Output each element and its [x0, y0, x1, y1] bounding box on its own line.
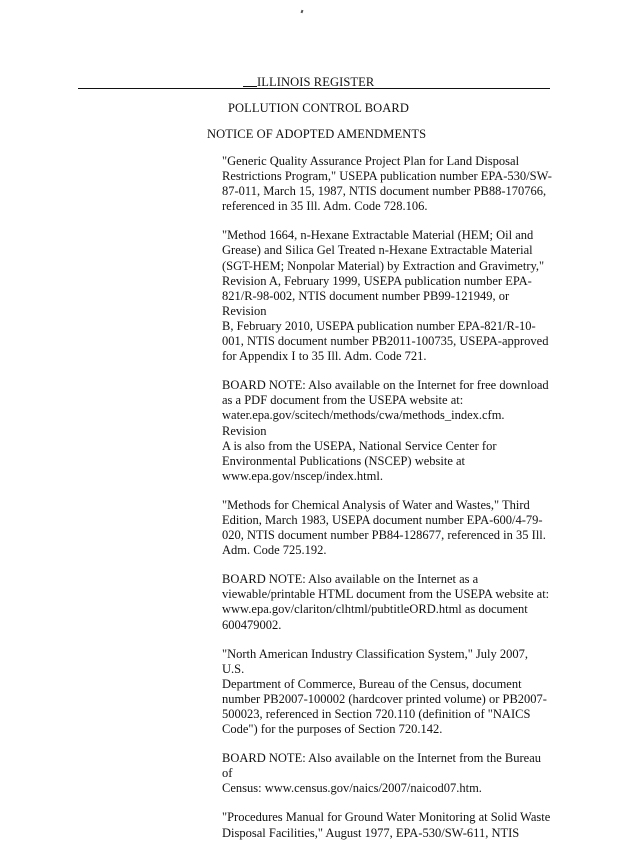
paragraph-board-note-census: BOARD NOTE: Also available on the Internet from the Bureau of Census: www.census.gov/naics/2007/naicod07.htm.	[222, 751, 542, 796]
scan-speck	[301, 10, 304, 14]
register-title-text: ILLINOIS REGISTER	[257, 75, 375, 89]
paragraph-chemical-analysis: "Methods for Chemical Analysis of Water and Wastes," Third Edition, March 1983, USEPA document number EPA-600/4-79- 020, NTIS document number PB84-128677, referenced in 35 Ill. Adm. Code 725.192.	[222, 497, 546, 558]
paragraph-ground-water-manual: "Procedures Manual for Ground Water Monitoring at Solid Waste Disposal Facilities," August 1977, EPA-530/SW-611, NTIS	[222, 810, 551, 840]
paragraph-qapp-reference: "Generic Quality Assurance Project Plan for Land Disposal Restrictions Program," USEPA publication number EPA-530/SW- 87-011, March 15, 1987, NTIS document number PB88-170766, referenced in 35 Ill. Adm. Code 728.106.	[222, 154, 552, 214]
paragraph-board-note-chemical: BOARD NOTE: Also available on the Internet as a viewable/printable HTML document from the USEPA website at: www.epa.gov/clariton/clhtml/pubtitleORD.html as document 600479002.	[222, 572, 550, 632]
header-rule	[78, 88, 550, 89]
title-underline	[243, 86, 257, 87]
document-body	[222, 154, 552, 855]
board-name: POLLUTION CONTROL BOARD	[228, 101, 409, 115]
paragraph-board-note-1664: BOARD NOTE: Also available on the Internet for free download as a PDF document from the USEPA website at: water.epa.gov/scitech/methods/cwa/methods_index.cfm. Revision A is also from the USEPA, National Service Center for Environmental Publications (NSCEP) website at www.epa.gov/nscep/index.html.	[222, 378, 549, 483]
paragraph-naics: "North American Industry Classification System," July 2007, U.S. Department of Commerce, Bureau of the Census, document number PB2007-100002 (hardcover printed volume) or PB2007- 500023, referenced in Section 720.110 (definition of "NAICS Code") for the purposes of Section 720.142.	[222, 646, 547, 737]
paragraph-method-1664: "Method 1664, n-Hexane Extractable Material (HEM; Oil and Grease) and Silica Gel Treated n-Hexane Extractable Material (SGT-HEM; Nonpolar Material) by Extraction and Gravimetry," Revision A, February 1999, USEPA publication number EPA- 821/R-98-002, NTIS document number PB99-121949, or Revision B, February 2010, USEPA publication number EPA-821/R-10- 001, NTIS document number PB2011-100735, USEPA-approved for Appendix I to 35 Ill. Adm. Code 721.	[222, 228, 549, 364]
notice-title: NOTICE OF ADOPTED AMENDMENTS	[207, 127, 427, 141]
